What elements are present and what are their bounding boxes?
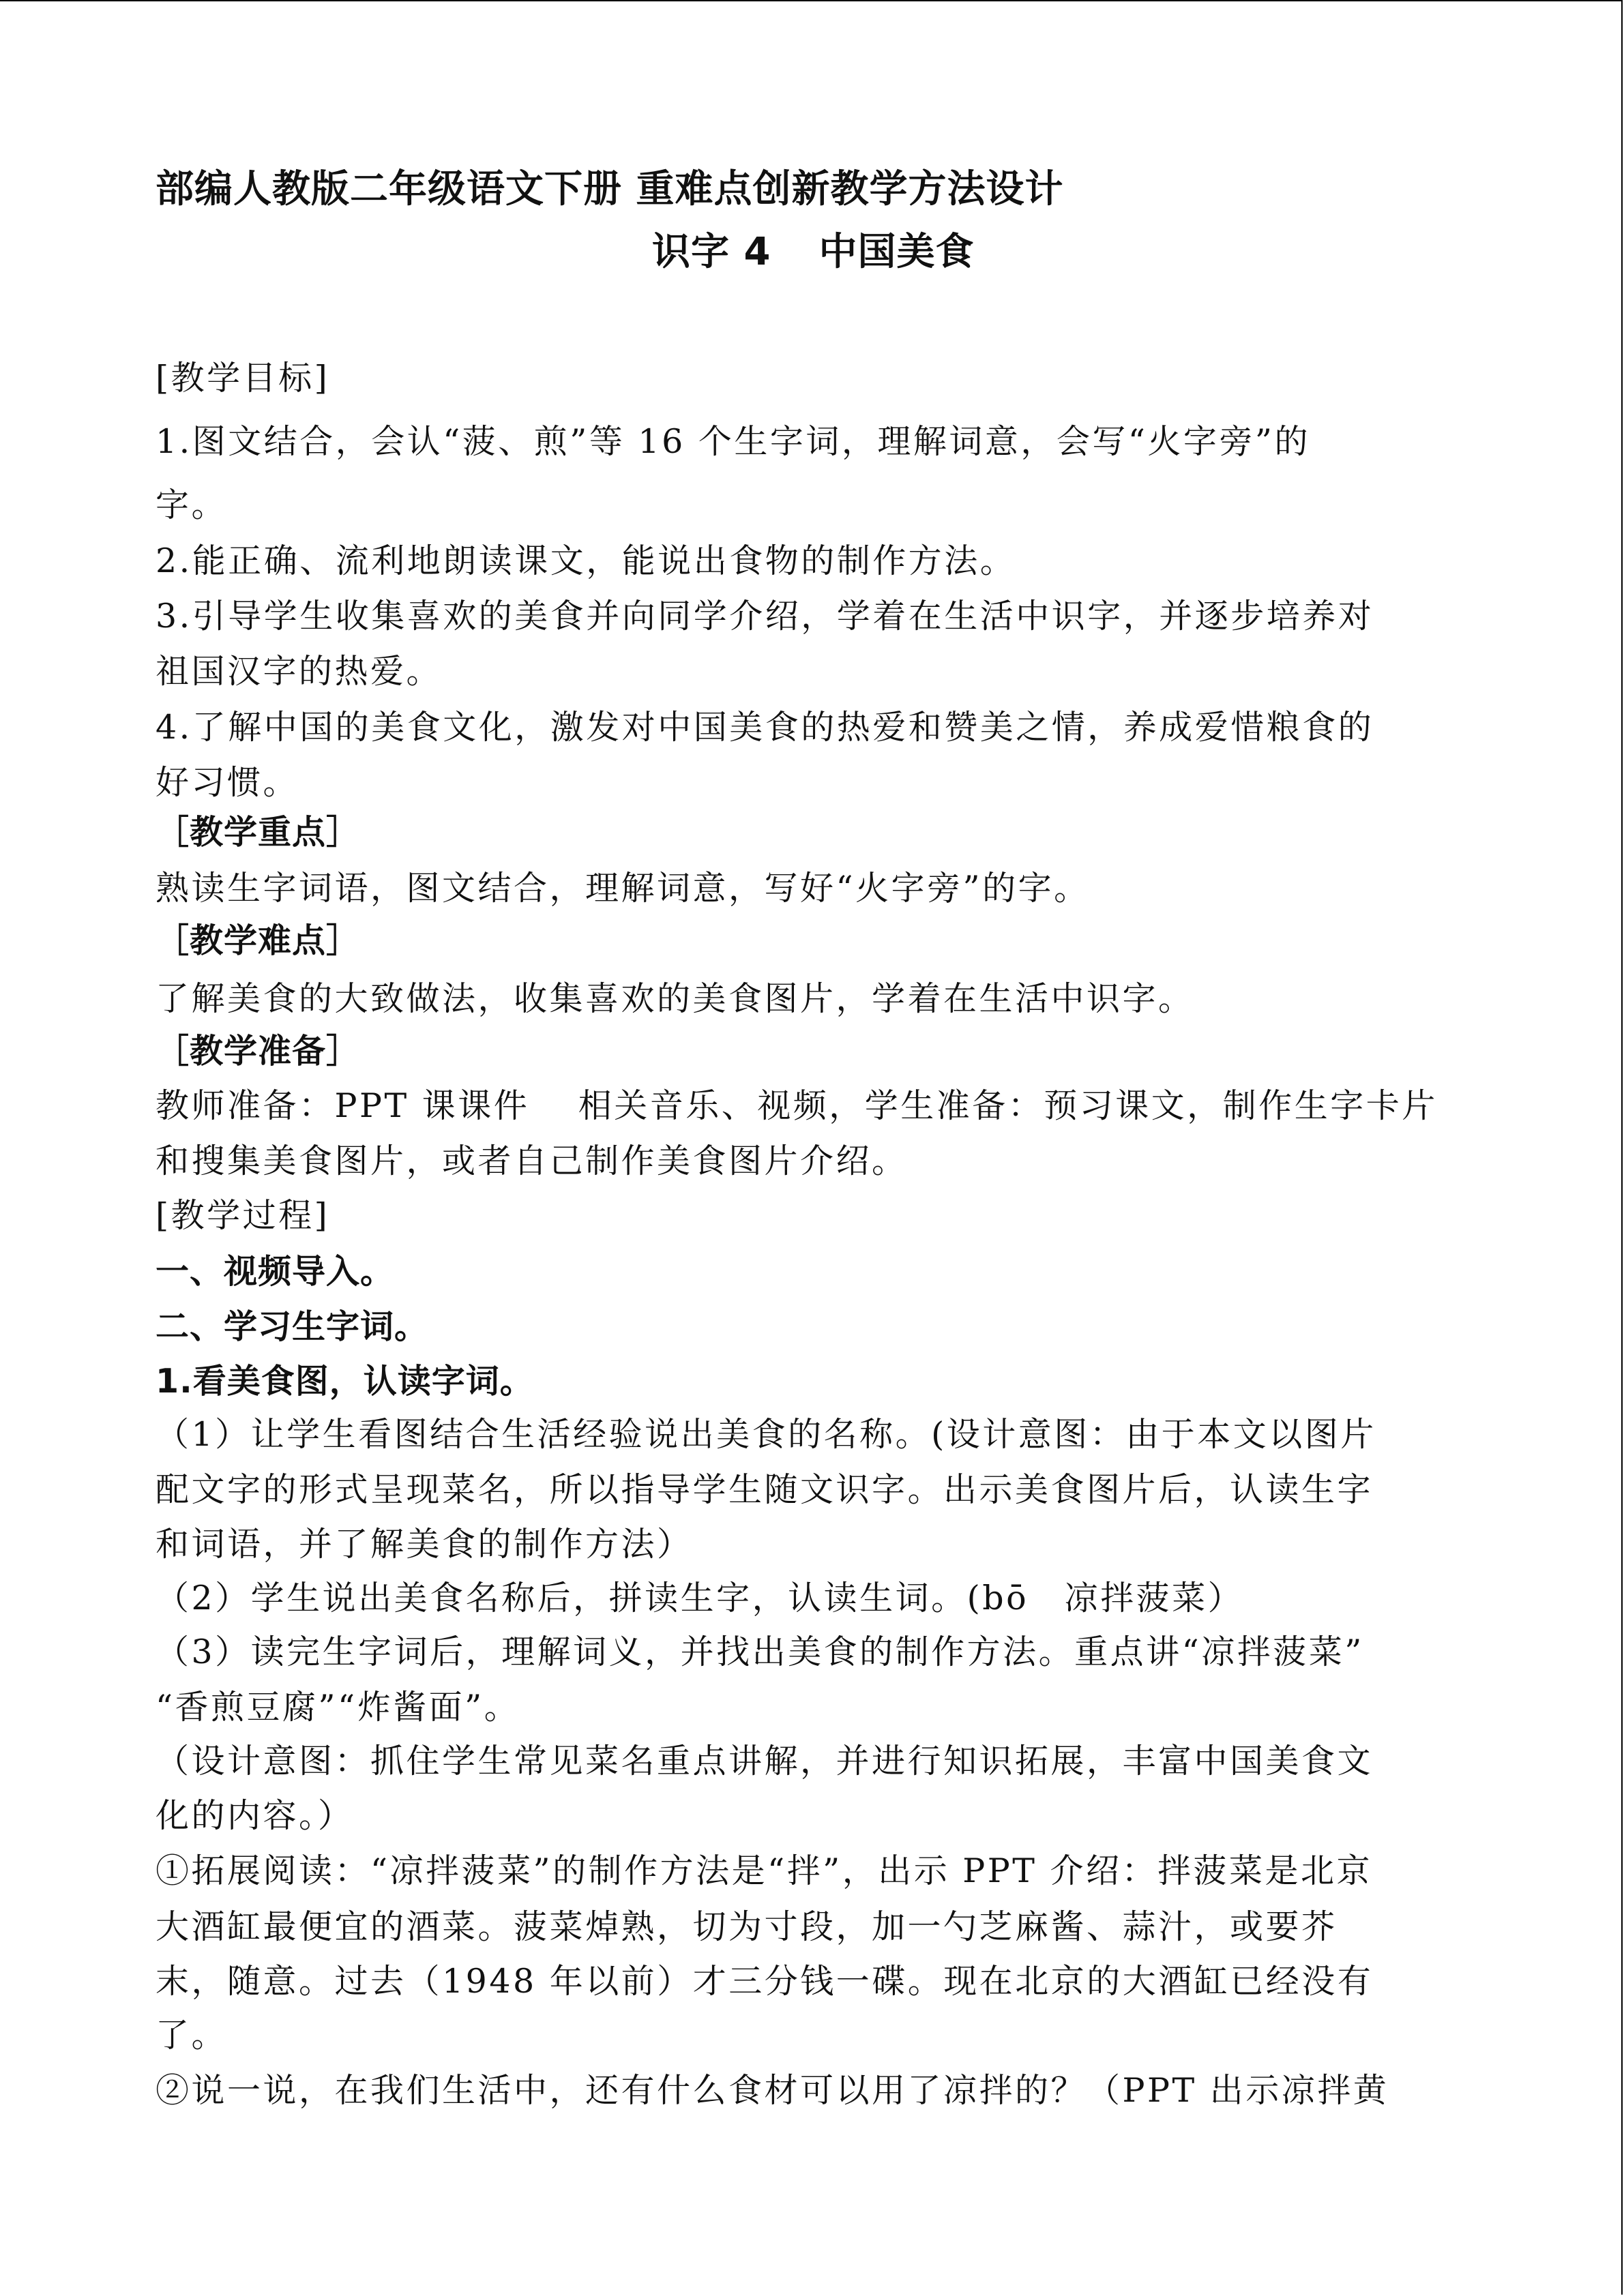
paragraph-line: 大酒缸最便宜的酒菜。菠菜焯熟，切为寸段，加一勺芝麻酱、蒜汁，或要芥 xyxy=(156,1907,1338,1946)
paragraph-line: ①拓展阅读：“凉拌菠菜”的制作方法是“拌”，出示 PPT 介绍：拌菠菜是北京 xyxy=(156,1851,1372,1890)
paragraph-line: 3.引导学生收集喜欢的美食并向同学介绍，学着在生活中识字，并逐步培养对 xyxy=(156,597,1374,636)
paragraph-line: 教师准备：PPT 课课件 相关音乐、视频，学生准备：预习课文，制作生字卡片 xyxy=(156,1086,1438,1125)
paragraph-line: 和搜集美食图片，或者自己制作美食图片介绍。 xyxy=(156,1142,908,1180)
paragraph-line: （3）读完生字词后，理解词义，并找出美食的制作方法。重点讲“凉拌菠菜” xyxy=(156,1632,1364,1671)
paragraph-line: 化的内容。） xyxy=(156,1796,354,1835)
step-heading: 1.看美食图，认读字词。 xyxy=(156,1362,534,1401)
paragraph-line: ②说一说，在我们生活中，还有什么食材可以用了凉拌的？（PPT 出示凉拌黄 xyxy=(156,2071,1389,2110)
section-heading-process: [教学过程] xyxy=(156,1196,330,1235)
step-heading: 二、学习生字词。 xyxy=(156,1307,429,1346)
document-title: 部编人教版二年级语文下册 重难点创新教学方法设计 xyxy=(156,167,1064,211)
paragraph-line: 4.了解中国的美食文化，激发对中国美食的热爱和赞美之情，养成爱惜粮食的 xyxy=(156,708,1374,747)
paragraph-line: 配文字的形式呈现菜名，所以指导学生随文识字。出示美食图片后，认读生字 xyxy=(156,1470,1374,1509)
paragraph-line: （1）让学生看图结合生活经验说出美食的名称。(设计意图：由于本文以图片 xyxy=(156,1415,1376,1454)
paragraph-line: （设计意图：抓住学生常见菜名重点讲解，并进行知识拓展，丰富中国美食文 xyxy=(156,1742,1374,1780)
paragraph-line: （2）学生说出美食名称后，拼读生字，认读生词。(bō 凉拌菠菜） xyxy=(156,1579,1244,1617)
paragraph-line: 1.图文结合，会认“菠、煎”等 16 个生字词，理解词意，会写“火字旁”的 xyxy=(156,422,1310,461)
section-heading-key-points: ［教学重点］ xyxy=(156,813,361,852)
step-heading: 一、视频导入。 xyxy=(156,1252,395,1291)
paragraph-line: 和词语，并了解美食的制作方法） xyxy=(156,1525,693,1564)
section-heading-preparation: ［教学准备］ xyxy=(156,1032,361,1071)
lesson-title xyxy=(652,230,974,275)
paragraph-line: 了解美食的大致做法，收集喜欢的美食图片，学着在生活中识字。 xyxy=(156,979,1194,1018)
lesson-number: 识字 4 xyxy=(652,230,771,274)
paragraph-line: 熟读生字词语，图文结合，理解词意，写好“火字旁”的字。 xyxy=(156,869,1090,908)
section-heading-difficulties: ［教学难点］ xyxy=(156,921,361,960)
section-heading-objectives: [教学目标] xyxy=(156,359,330,398)
lesson-name: 中国美食 xyxy=(818,230,975,274)
paragraph-line: 祖国汉字的热爱。 xyxy=(156,652,443,691)
paragraph-line: 了。 xyxy=(156,2016,228,2055)
paragraph-line: 2.能正确、流利地朗读课文，能说出食物的制作方法。 xyxy=(156,541,1016,580)
paragraph-line: “香煎豆腐”“炸酱面”。 xyxy=(156,1688,520,1727)
paragraph-line: 字。 xyxy=(156,486,228,524)
paragraph-line: 好习惯。 xyxy=(156,763,299,802)
paragraph-line: 末，随意。过去（1948 年以前）才三分钱一碟。现在北京的大酒缸已经没有 xyxy=(156,1962,1374,2001)
